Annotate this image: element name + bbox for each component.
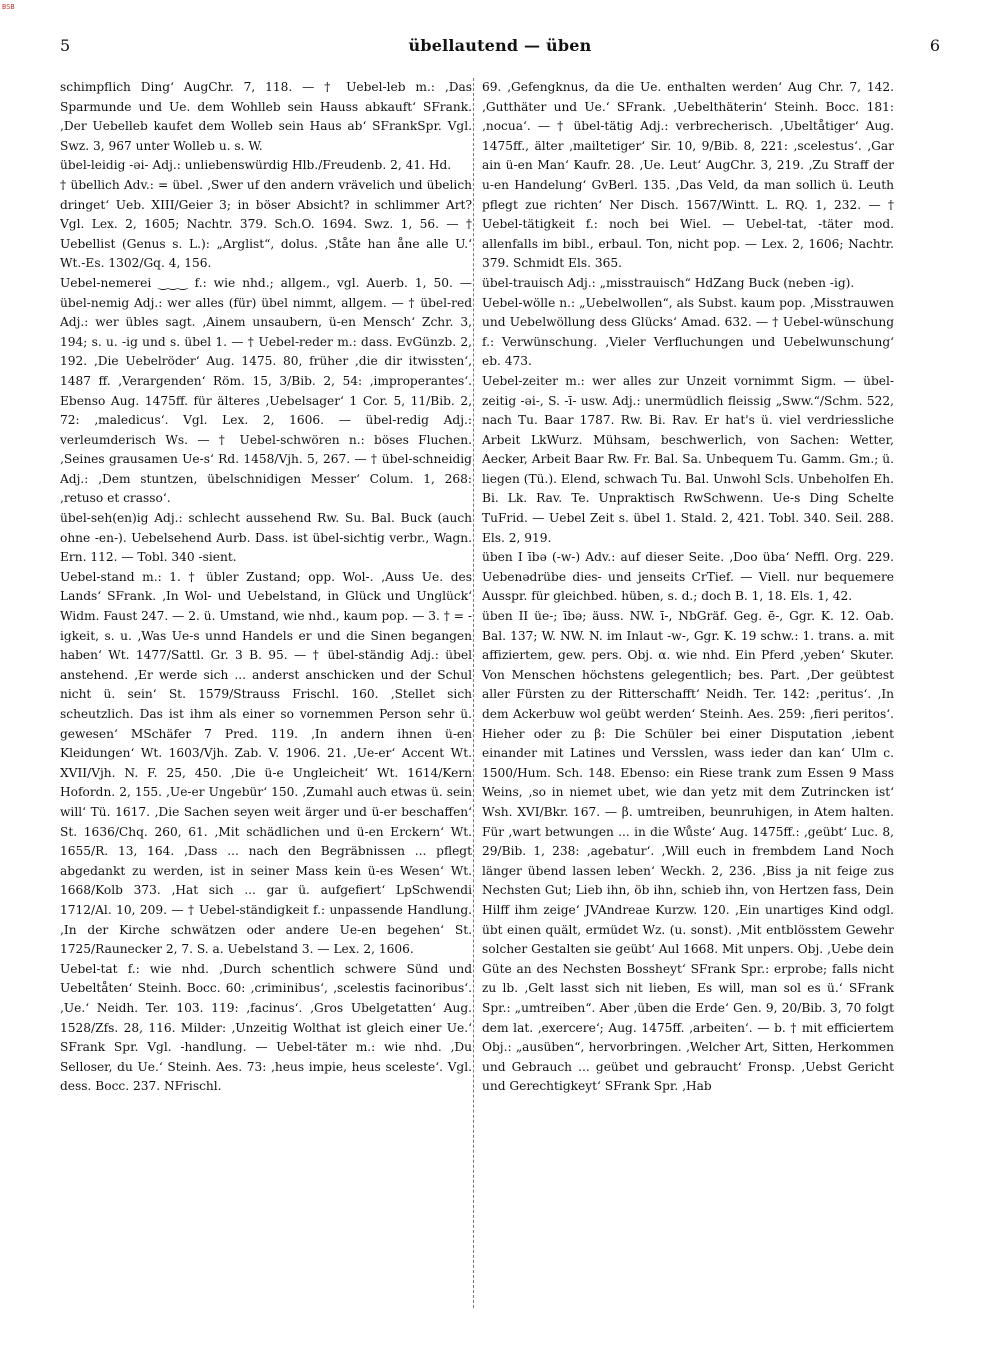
entry-paragraph: Uebel-wölle n.: „Uebelwollen“, als Subst. kaum pop. ‚Misstrauwen und Uebelwöllung dess Glücks‘ Amad. 632. — † Uebel-wünschung f.: Verwünschung. ‚Vieler Verfluchungen und Uebelwunschung‘ eb. 473. <box>482 295 894 369</box>
column-divider <box>473 78 474 1308</box>
entry-paragraph: Uebel-tat f.: wie nhd. ‚Durch schentlich schwere Sünd und Uebeltåten‘ Steinh. Bocc. 60: ‚criminibus‘, ‚scelestis facinoribus‘. ‚Ue.‘ Neidh. Ter. 103. 119: ‚facinus‘. ‚Gros Ubelgetatten‘ Aug. 1528/Zfs. 28, 116. Milder: ‚Unzeitig Wolthat ist gleich einer Ue.‘ SFrank Spr. Vgl. -handlung. — Uebel-täter m.: wie nhd. ‚Du Selloser, du Ue.‘ Steinh. Aes. 73: ‚heus impie, heus sceleste‘. Vgl. dess. Bocc. 237. NFrischl. <box>60 961 472 1094</box>
entry-paragraph: Uebel-nemerei ‿‿‿ f.: wie nhd.; allgem., vgl. Auerb. 1, 50. — übel-nemig Adj.: wer alles (für) übel nimmt, allgem. — † übel-red Adj.: wer übles sagt. ‚Ainem unsaubern, ü-en Mensch‘ Zchr. 3, 194; s. u. -ig und s. übel 1. — † Uebel-reder m.: dass. EvGünzb. 2, 192. ‚Die Uebelröder‘ Aug. 1475. 80, früher ‚die dir itwissten‘, 1487 ff. ‚Verargenden‘ Röm. 15, 3/Bib. 2, 54: ‚improperantes‘. Ebenso Aug. 1475ff. für älteres ‚Uebelsager‘ 1 Cor. 5, 11/Bib. 2, 72: ‚maledicus‘. Vgl. Lex. 2, 1606. — übel-redig Adj.: verleumderisch Ws. — † Uebel-schwören n.: böses Fluchen. ‚Seines grausamen Ue-s‘ Rd. 1458/Vjh. 5, 267. — † übel-schneidig Adj.: ‚Dem stuntzen, übelschnidigen Messer‘ Colum. 1, 268: ‚retuso et crasso‘. <box>60 275 472 506</box>
right-column <box>482 78 894 1350</box>
entry-paragraph: 69. ‚Gefengknus, da die Ue. enthalten werden‘ Aug Chr. 7, 142. ‚Gutthäter und Ue.‘ SFrank. ‚Uebelthäterin‘ Steinh. Bocc. 181: ‚nocua‘. — † übel-tätig Adj.: verbrecherisch. ‚Ubeltåtiger‘ Aug. 1475ff., älter ‚mailtetiger‘ Sir. 10, 9/Bib. 8, 221: ‚scelestus‘. ‚Gar ain ü-en Man‘ Kaufr. 28. ‚Ue. Leut‘ AugChr. 3, 219. ‚Zu Straff der u-en Handelung‘ GvBerl. 135. ‚Das Veld, da man sollich ü. Leuth pflegt zue richten‘ Ner Disch. 1567/Wintt. L. RQ. 1, 232. — † Uebel-tätigkeit f.: noch bei Wiel. — Uebel-tat, -täter mod. allenfalls im bibl., erbaul. Ton, nicht pop. — Lex. 2, 1606; Nachtr. 379. Schmidt Els. 365. <box>482 80 894 271</box>
entry-paragraph: Uebel-zeiter m.: wer alles zur Unzeit vornimmt Sigm. — übel-zeitig -əi-, S. -ī- usw. Adj.: unermüdlich fleissig „Sww.“/Schm. 522, nach Tu. Baar 1787. Rw. Bi. Rav. Er hat's ü. viel verdriessliche Arbeit LkWurz. Mühsam, beschwerlich, von Sachen: Wetter, Aecker, Arbeit Baar Rw. Fr. Bal. Sa. Unbequem Tu. Gamm. Gm.; ü. liegen (Tü.). Elend, schwach Tu. Bal. Unwohl Scls. Unbeholfen Eh. Bi. Lk. Rav. Te. Unpraktisch RwSchwenn. Ue-s Ding Schelte TuFrid. — Uebel Zeit s. übel 1. Stald. 2, 421. Tobl. 340. Seil. 288. Els. 2, 919. <box>482 373 894 545</box>
entry-paragraph: üben II üe-; ībə; äuss. NW. ī-, NbGräf. Geg. ē-, Ggr. K. 12. Oab. Bal. 137; W. NW. N. im Inlaut -w-, Ggr. K. 19 schw.: 1. trans. a. mit affiziertem, gew. pers. Obj. α. wie nhd. Ein Pferd ‚yeben‘ Skuter. Von Menschen höchstens gelegentlich; bes. Part. ‚Der geübtest aller Fürsten zu der Ritterschafft‘ Neidh. Ter. 142: ‚peritus‘. ‚In dem Ackerbuw wol geübt werden‘ Steinh. Aes. 259: ‚fieri peritos‘. Hieher oder zu β: Die Schüler bei einer Disputation ‚iebent einander mit Latines und Versslen, wass ieder dan kan‘ Ulm c. 1500/Hum. Sch. 148. Ebenso: ein Riese trank zum Essen 9 Mass Weins, ‚so in niemet ubet, wie dan yetz mit dem Zutrincken ist‘ Wsh. XVI/Bkr. 167. — β. umtreiben, beunruhigen, in Atem halten. Für ‚wart betwungen ... in die Wůste‘ Aug. 1475ff.: ‚geübt‘ Luc. 8, 29/Bib. 1, 238: ‚agebatur‘. ‚Will euch in frembdem Land Noch länger übend lassen leben‘ Weckh. 2, 236. ‚Biss ja nit feige zus Nechsten Gut; Lieb ihn, öb ihn, schieb ihn, von Hertzen fass, Dein Hilff ihm zeige‘ JVAndreae Kurzw. 120. ‚Ein unartiges Kind odgl. übt einen quält, ermüdet Wz. (u. sonst). ‚Mit entblösstem Gewehr solcher Gestalten sie geübt‘ Aul 1668. Mit unpers. Obj. ‚Uebe dein Güte an des Nechsten Bossheyt‘ SFrank Spr.: erprobe; falls nicht zu lb. ‚Gelt lasst sich nit lieben, Es will, man sol es ü.‘ SFrank Spr.: „umtreiben“. Aber ‚üben die Erde‘ Gen. 9, 20/Bib. 3, 70 folgt dem lat. ‚exercere‘; Aug. 1475ff. ‚arbeiten‘. — b. † mit efficiertem Obj.: „ausüben“, hervorbringen. ‚Welcher Art, Sitten, Herkommen und Gebrauch ... geübet und gebraucht‘ Fronsp. ‚Uebst Gericht und Gerechtigkeyt‘ SFrank Spr. ‚Hab <box>482 609 894 1094</box>
entry-paragraph: schimpflich Ding‘ AugChr. 7, 118. — † Uebel-leb m.: ‚Das Sparmunde und Ue. dem Wohlleb sein Hauss abkauft‘ SFrank. ‚Der Uebelleb kaufet dem Wolleb sein Haus ab‘ SFrankSpr. Vgl. Swz. 3, 967 unter Wolleb u. s. W. <box>60 80 472 153</box>
entry-paragraph: übel-leidig -əi- Adj.: unliebenswürdig Hlb./Freudenb. 2, 41. Hd. <box>60 158 452 173</box>
entry-paragraph: übel-seh(en)ig Adj.: schlecht aussehend Rw. Su. Bal. Buck (auch ohne -en-). Uebelsehend Aurb. Dass. ist übel-sichtig verbr., Wagn. Ern. 112. — Tobl. 340 -sient. <box>60 511 472 565</box>
page-number-right: 6 <box>929 36 940 55</box>
entry-paragraph: Uebel-stand m.: 1. † übler Zustand; opp. Wol-. ‚Auss Ue. des Lands‘ SFrank. ‚In Wol- und Uebelstand, in Glück und Unglück‘ Widm. Faust 247. — 2. ü. Umstand, wie nhd., kaum pop. — 3. † = -igkeit, s. u. ‚Was Ue-s unnd Handels er und die Sinen begangen haben‘ Wt. 1477/Sattl. Gr. 3 B. 95. — † übel-ständig Adj.: übel anstehend. ‚Er werde sich ... anderst anschicken und der Schul nicht ü. sein‘ St. 1579/Strauss Frischl. 160. ‚Stellet sich scheutzlich. Das ist ihm als einer so vornemmen Person sehr ü. gewesen‘ MSchäfer 7 Pred. 119. ‚In andern ihnen ü-en Kleidungen‘ Wt. 1603/Vjh. Zab. V. 1906. 21. ‚Ue-er‘ Accent Wt. XVII/Vjh. N. F. 25, 450. ‚Die ü-e Ungleicheit‘ Wt. 1614/Kern Hofordn. 2, 155. ‚Ue-er Ungebür‘ 150. ‚Zumahl auch etwas ü. sein will‘ Tü. 1617. ‚Die Sachen seyen weit ärger und ü-er beschaffen‘ St. 1636/Chq. 260, 61. ‚Mit schädlichen und ü-en Erckern‘ Wt. 1655/R. 13, 164. ‚Dass ... nach den Begräbnissen ... pflegt abgedankt zu werden, ist in seiner Mass kein ü-es Wesen‘ Wt. 1668/Kolb 373. ‚Hat sich ... gar ü. aufgefiert‘ LpSchwendi 1712/Al. 10, 209. — † Uebel-ständigkeit f.: unpassende Handlung. ‚In der Kirche schwätzen oder andere Ue-en begehen‘ St. 1725/Raunecker 2, 7. S. a. Uebelstand 3. — Lex. 2, 1606. <box>60 569 472 957</box>
left-column <box>60 78 472 1350</box>
entry-paragraph: † übellich Adv.: = übel. ‚Swer uf den andern vrävelich und übelich dringet‘ Ueb. XIII/Geier 3; in böser Absicht? in schlimmer Art? Vgl. Lex. 2, 1605; Nachtr. 379. Sch.O. 1694. Swz. 1, 56. — † Uebellist (Genus s. L.): „Arglist“, dolus. ‚Ståte han åne alle U.‘ Wt.-Es. 1302/Gq. 4, 156. <box>60 177 472 271</box>
library-stamp: BSB <box>2 3 15 11</box>
entry-paragraph: übel-trauisch Adj.: „misstrauisch“ HdZang Buck (neben -ig). <box>482 275 855 290</box>
page-number-left: 5 <box>60 36 71 55</box>
running-title: übellautend — üben <box>408 36 592 55</box>
page-header <box>60 14 940 54</box>
entry-paragraph: üben I ībə (-w-) Adv.: auf dieser Seite. ‚Doo üba‘ Neffl. Org. 229. Uebenədrübe dies- und jenseits CrTief. — Viell. nur bequemere Ausspr. für gleichbed. hüben, s. d.; doch B. 1, 18. Els. 1, 42. <box>482 550 894 604</box>
